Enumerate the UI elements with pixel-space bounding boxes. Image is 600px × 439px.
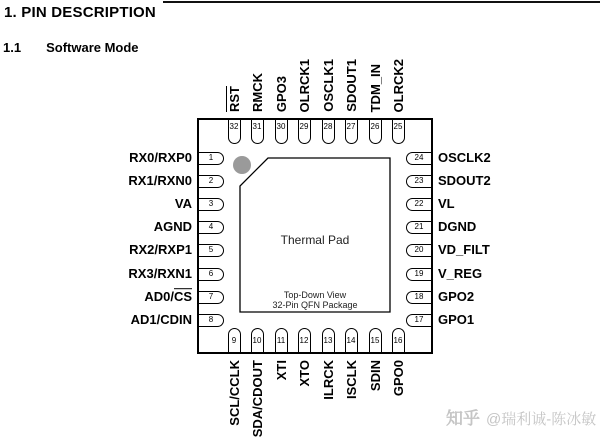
pin-label-11: XTI <box>273 360 289 381</box>
pin-label-26: TDM_IN <box>367 63 383 112</box>
pin-number: 28 <box>323 122 333 131</box>
pin-label-23: SDOUT2 <box>438 173 491 189</box>
pin-label-part: AD0/ <box>144 289 174 305</box>
pin-number: 25 <box>393 122 403 131</box>
pin-11 <box>275 328 288 352</box>
pin-9 <box>228 328 241 352</box>
pin-22 <box>406 198 431 211</box>
pin-14 <box>345 328 358 352</box>
pin-number: 26 <box>370 122 380 131</box>
pin-label-18: GPO2 <box>438 289 475 305</box>
pin-2 <box>199 175 224 188</box>
pin-number: 8 <box>208 315 214 324</box>
pin-label-10: SDA/CDOUT <box>249 360 265 438</box>
pin-16 <box>392 328 405 352</box>
pin-label-overlined-part: RST <box>226 86 242 112</box>
pin-number: 2 <box>208 176 214 185</box>
pin-31 <box>251 120 264 144</box>
pin-label-7 <box>144 289 192 304</box>
pin-21 <box>406 221 431 234</box>
pin-number: 6 <box>208 269 214 278</box>
pin-1 <box>199 152 224 165</box>
pin-7 <box>199 291 224 304</box>
pin-label-3: VA <box>174 196 192 212</box>
pin-number: 7 <box>208 292 214 301</box>
pin-label-28: OSCLK1 <box>320 59 336 112</box>
pin-label-12: XTO <box>296 360 312 387</box>
pin-29 <box>298 120 311 144</box>
pin-number: 9 <box>231 335 237 345</box>
pin-26 <box>369 120 382 144</box>
section-heading <box>3 40 139 55</box>
pin-label-1: RX0/RXP0 <box>129 150 192 166</box>
pin-13 <box>322 328 335 352</box>
pin-number: 13 <box>323 335 333 345</box>
pin-number: 12 <box>299 335 309 345</box>
pin-label-24: OSCLK2 <box>438 150 491 166</box>
pin-label-31: RMCK <box>249 73 265 112</box>
watermark-author: @瑞利诚-陈冰敏 <box>486 411 597 428</box>
pin-17 <box>406 314 431 327</box>
pin-label-22: VL <box>438 196 455 212</box>
pin-12 <box>298 328 311 352</box>
qfn-package-outline <box>197 118 433 354</box>
pin-label-27: SDOUT1 <box>343 59 359 112</box>
pin-5 <box>199 244 224 257</box>
pin-18 <box>406 291 431 304</box>
pin-label-9: SCL/CCLK <box>226 360 242 426</box>
pin-number: 15 <box>370 335 380 345</box>
pin-20 <box>406 244 431 257</box>
zhihu-logo: 知乎 <box>446 409 480 428</box>
view-note-line1: Top-Down View <box>283 290 347 300</box>
pin-32 <box>228 120 241 144</box>
pin-number: 30 <box>276 122 286 131</box>
pin-label-16: GPO0 <box>390 360 406 397</box>
pin-number: 16 <box>393 335 403 345</box>
pin-number: 3 <box>208 199 214 208</box>
pin-number: 1 <box>208 153 214 162</box>
pin-number: 27 <box>346 122 356 131</box>
pin-24 <box>406 152 431 165</box>
pin-number: 32 <box>229 122 239 131</box>
section-title: Software Mode <box>46 40 139 55</box>
pin-label-19: V_REG <box>438 266 483 282</box>
pin-number: 5 <box>208 245 214 254</box>
pin-label-8: AD1/CDIN <box>130 312 192 328</box>
pin-28 <box>322 120 335 144</box>
zhihu-watermark <box>446 404 596 429</box>
pin-number: 21 <box>414 222 424 231</box>
title-rule <box>163 1 600 3</box>
pin-number: 20 <box>414 245 424 254</box>
pin-label-25: OLRCK2 <box>390 58 406 112</box>
pin-label-13: ILRCK <box>320 360 336 400</box>
pin-label-17: GPO1 <box>438 312 475 328</box>
pin-8 <box>199 314 224 327</box>
pin-label-32 <box>227 86 242 112</box>
pin-27 <box>345 120 358 144</box>
pin-number: 31 <box>252 122 262 131</box>
pin-3 <box>199 198 224 211</box>
pin-number: 29 <box>299 122 309 131</box>
pin-label-20: VD_FILT <box>438 242 490 258</box>
pin-15 <box>369 328 382 352</box>
pin-label-21: DGND <box>438 219 477 235</box>
pin-number: 23 <box>414 176 424 185</box>
pin-number: 18 <box>414 292 424 301</box>
pin-number: 11 <box>276 335 286 345</box>
pin-6 <box>199 268 224 281</box>
package-view-note <box>240 290 390 310</box>
pin-label-overlined-part: CS <box>173 289 192 305</box>
pin-label-15: SDIN <box>367 360 383 392</box>
view-note-line2: 32-Pin QFN Package <box>272 300 358 310</box>
pin-19 <box>406 268 431 281</box>
pin-number: 17 <box>414 315 424 324</box>
pin-label-5: RX2/RXP1 <box>129 242 192 258</box>
pin-25 <box>392 120 405 144</box>
page-title: 1. PIN DESCRIPTION <box>4 4 156 21</box>
thermal-pad-label: Thermal Pad <box>280 233 350 247</box>
pin-label-2: RX1/RXN0 <box>128 173 192 189</box>
pin-number: 14 <box>346 335 356 345</box>
pin-label-4: AGND <box>153 219 192 235</box>
pin-10 <box>251 328 264 352</box>
pin-4 <box>199 221 224 234</box>
pin-23 <box>406 175 431 188</box>
pin-30 <box>275 120 288 144</box>
section-number: 1.1 <box>3 40 22 55</box>
pin-number: 24 <box>414 153 424 162</box>
pin-number: 10 <box>252 335 262 345</box>
pin1-indicator-dot <box>233 156 251 174</box>
pin-label-29: OLRCK1 <box>296 58 312 112</box>
pin-label-6: RX3/RXN1 <box>128 266 192 282</box>
pin-label-30: GPO3 <box>273 75 289 112</box>
pin-number: 19 <box>414 269 424 278</box>
pin-number: 22 <box>414 199 424 208</box>
pin-number: 4 <box>208 222 214 231</box>
pin-label-14: ISCLK <box>343 360 359 399</box>
